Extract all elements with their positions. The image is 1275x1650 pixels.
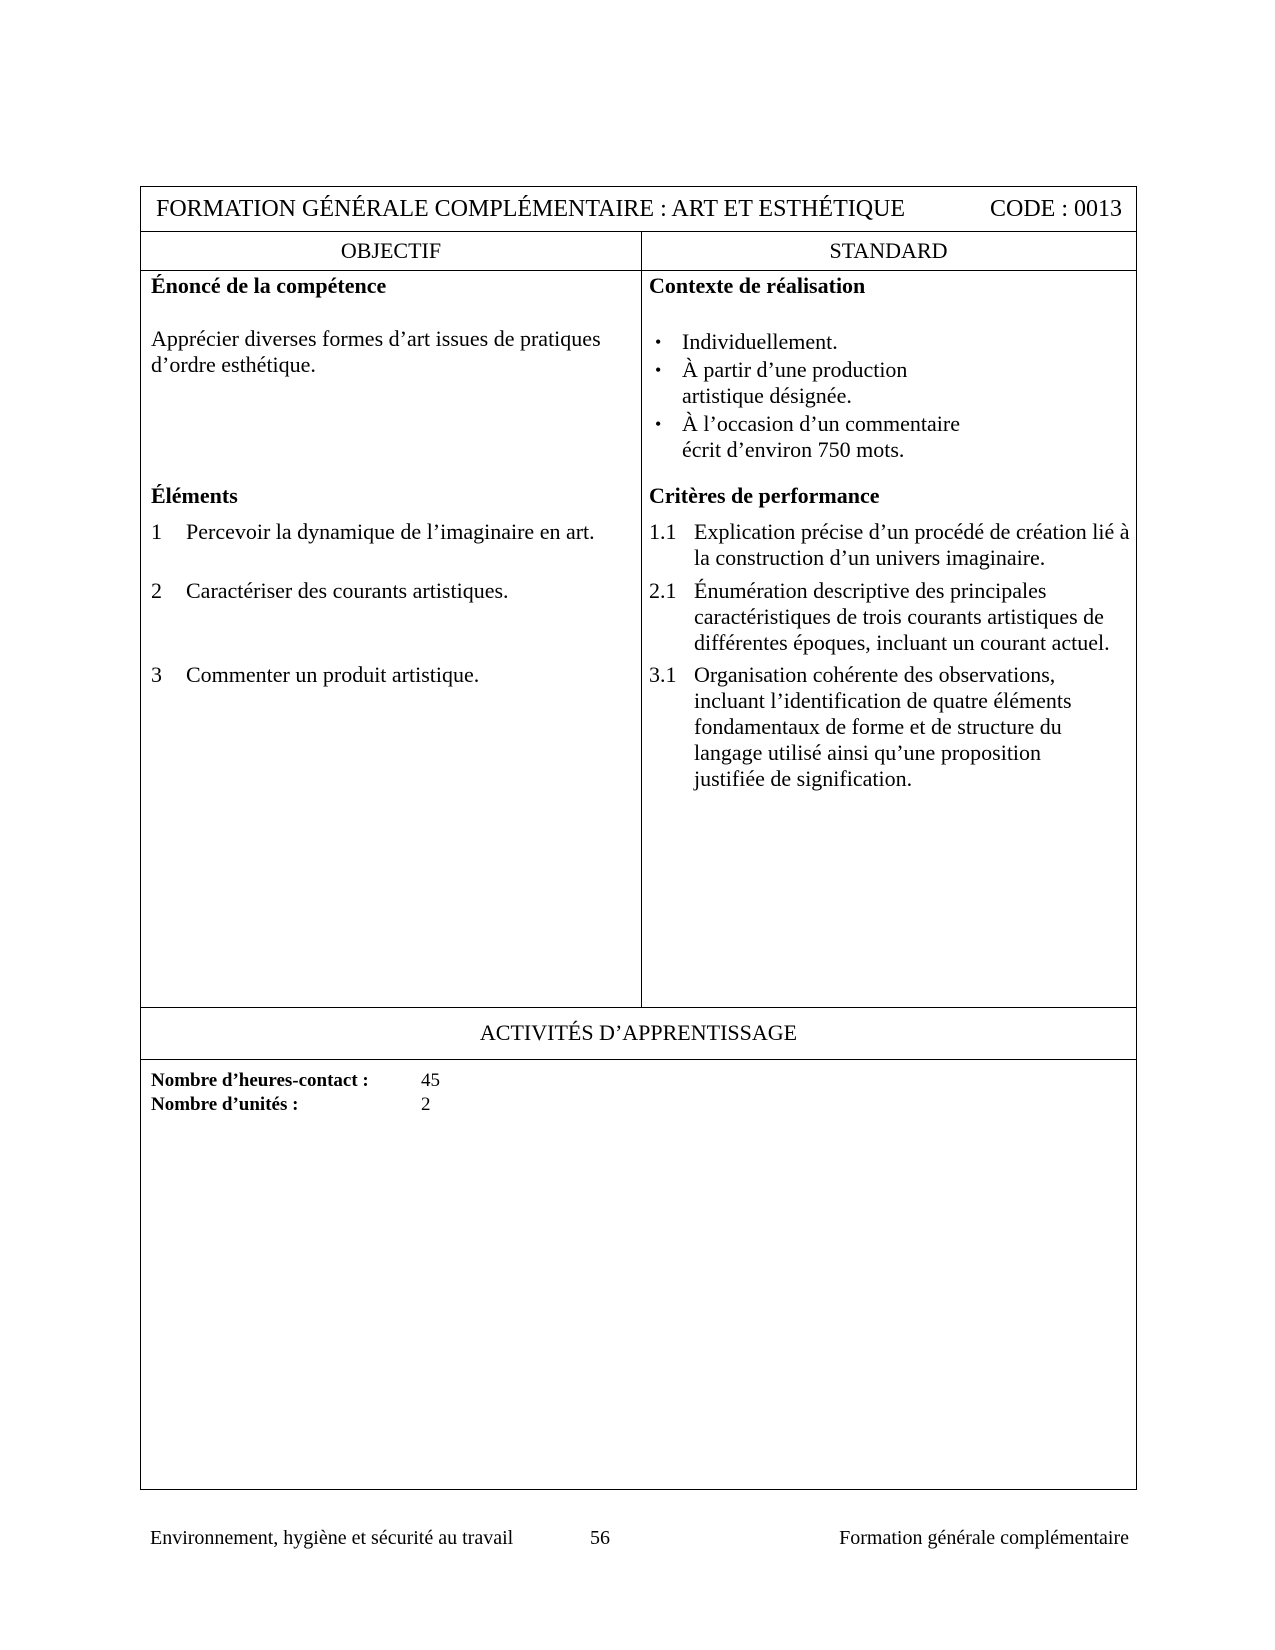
criteres-title: Critères de performance [649, 483, 880, 508]
contexte-title: Contexte de réalisation [649, 273, 866, 298]
contexte-item-text: À partir d’une production artistique désignée. [682, 357, 908, 408]
footer-left: Environnement, hygiène et sécurité au travail [150, 1527, 514, 1549]
enonce-text: Apprécier diverses formes d’art issues de pratiques d’ordre esthétique. [151, 326, 601, 377]
critere-number: 2.1 [649, 578, 677, 603]
course-title: FORMATION GÉNÉRALE COMPLÉMENTAIRE : ART ET ESTHÉTIQUE [156, 196, 906, 222]
contexte-item [649, 329, 989, 355]
element-text: Commenter un produit artistique. [186, 662, 480, 687]
elements-title: Éléments [151, 483, 238, 508]
contexte-list [649, 329, 989, 463]
activities-bottom-rule [141, 1059, 1136, 1060]
critere-item [649, 662, 1131, 792]
hours-label: Nombre d’heures-contact : [151, 1070, 369, 1091]
contexte-item-text: À l’occasion d’un commentaire écrit d’environ 750 mots. [682, 411, 960, 462]
standard-header: STANDARD [829, 238, 948, 263]
units-value: 2 [421, 1094, 431, 1115]
element-item [151, 662, 631, 688]
column-header-row [141, 231, 1136, 271]
column-divider [641, 231, 642, 1007]
contexte-item [649, 411, 989, 463]
contexte-item [649, 357, 989, 409]
element-text: Caractériser des courants artistiques. [186, 578, 509, 603]
contexte-item-text: Individuellement. [682, 329, 838, 354]
objectif-column [151, 270, 631, 687]
critere-text: Énumération descriptive des principales caractéristiques de trois courants artistiques de différentes époques, incluant un courant actuel. [694, 578, 1110, 655]
critere-number: 1.1 [649, 519, 677, 544]
hours-value: 45 [421, 1070, 440, 1091]
element-item [151, 578, 631, 604]
bullet-icon: • [655, 414, 662, 434]
element-number: 3 [151, 662, 162, 687]
bullet-icon: • [655, 360, 662, 380]
critere-item [649, 519, 1131, 571]
element-number: 1 [151, 519, 162, 544]
standard-column [649, 270, 1131, 791]
critere-item [649, 578, 1131, 656]
critere-text: Explication précise d’un procédé de création lié à la construction d’un univers imaginaire. [694, 519, 1130, 570]
element-item [151, 519, 631, 545]
footer-right: Formation générale complémentaire [839, 1527, 1129, 1549]
enonce-title: Énoncé de la compétence [151, 273, 387, 298]
element-number: 2 [151, 578, 162, 603]
critere-text: Organisation cohérente des observations, incluant l’identification de quatre éléments fondamentaux de forme et de structure du langage utilisé ainsi qu’une proposition justifiée de signification. [694, 662, 1072, 791]
course-code: CODE : 0013 [990, 196, 1122, 222]
course-table [140, 186, 1137, 1490]
bullet-icon: • [655, 332, 662, 352]
objectif-header: OBJECTIF [340, 238, 442, 263]
title-row [141, 187, 1136, 232]
critere-number: 3.1 [649, 662, 677, 687]
page-number: 56 [590, 1527, 610, 1549]
activities-title: ACTIVITÉS D’APPRENTISSAGE [479, 1020, 798, 1045]
units-label: Nombre d’unités : [151, 1094, 299, 1115]
element-text: Percevoir la dynamique de l’imaginaire en art. [186, 519, 595, 544]
